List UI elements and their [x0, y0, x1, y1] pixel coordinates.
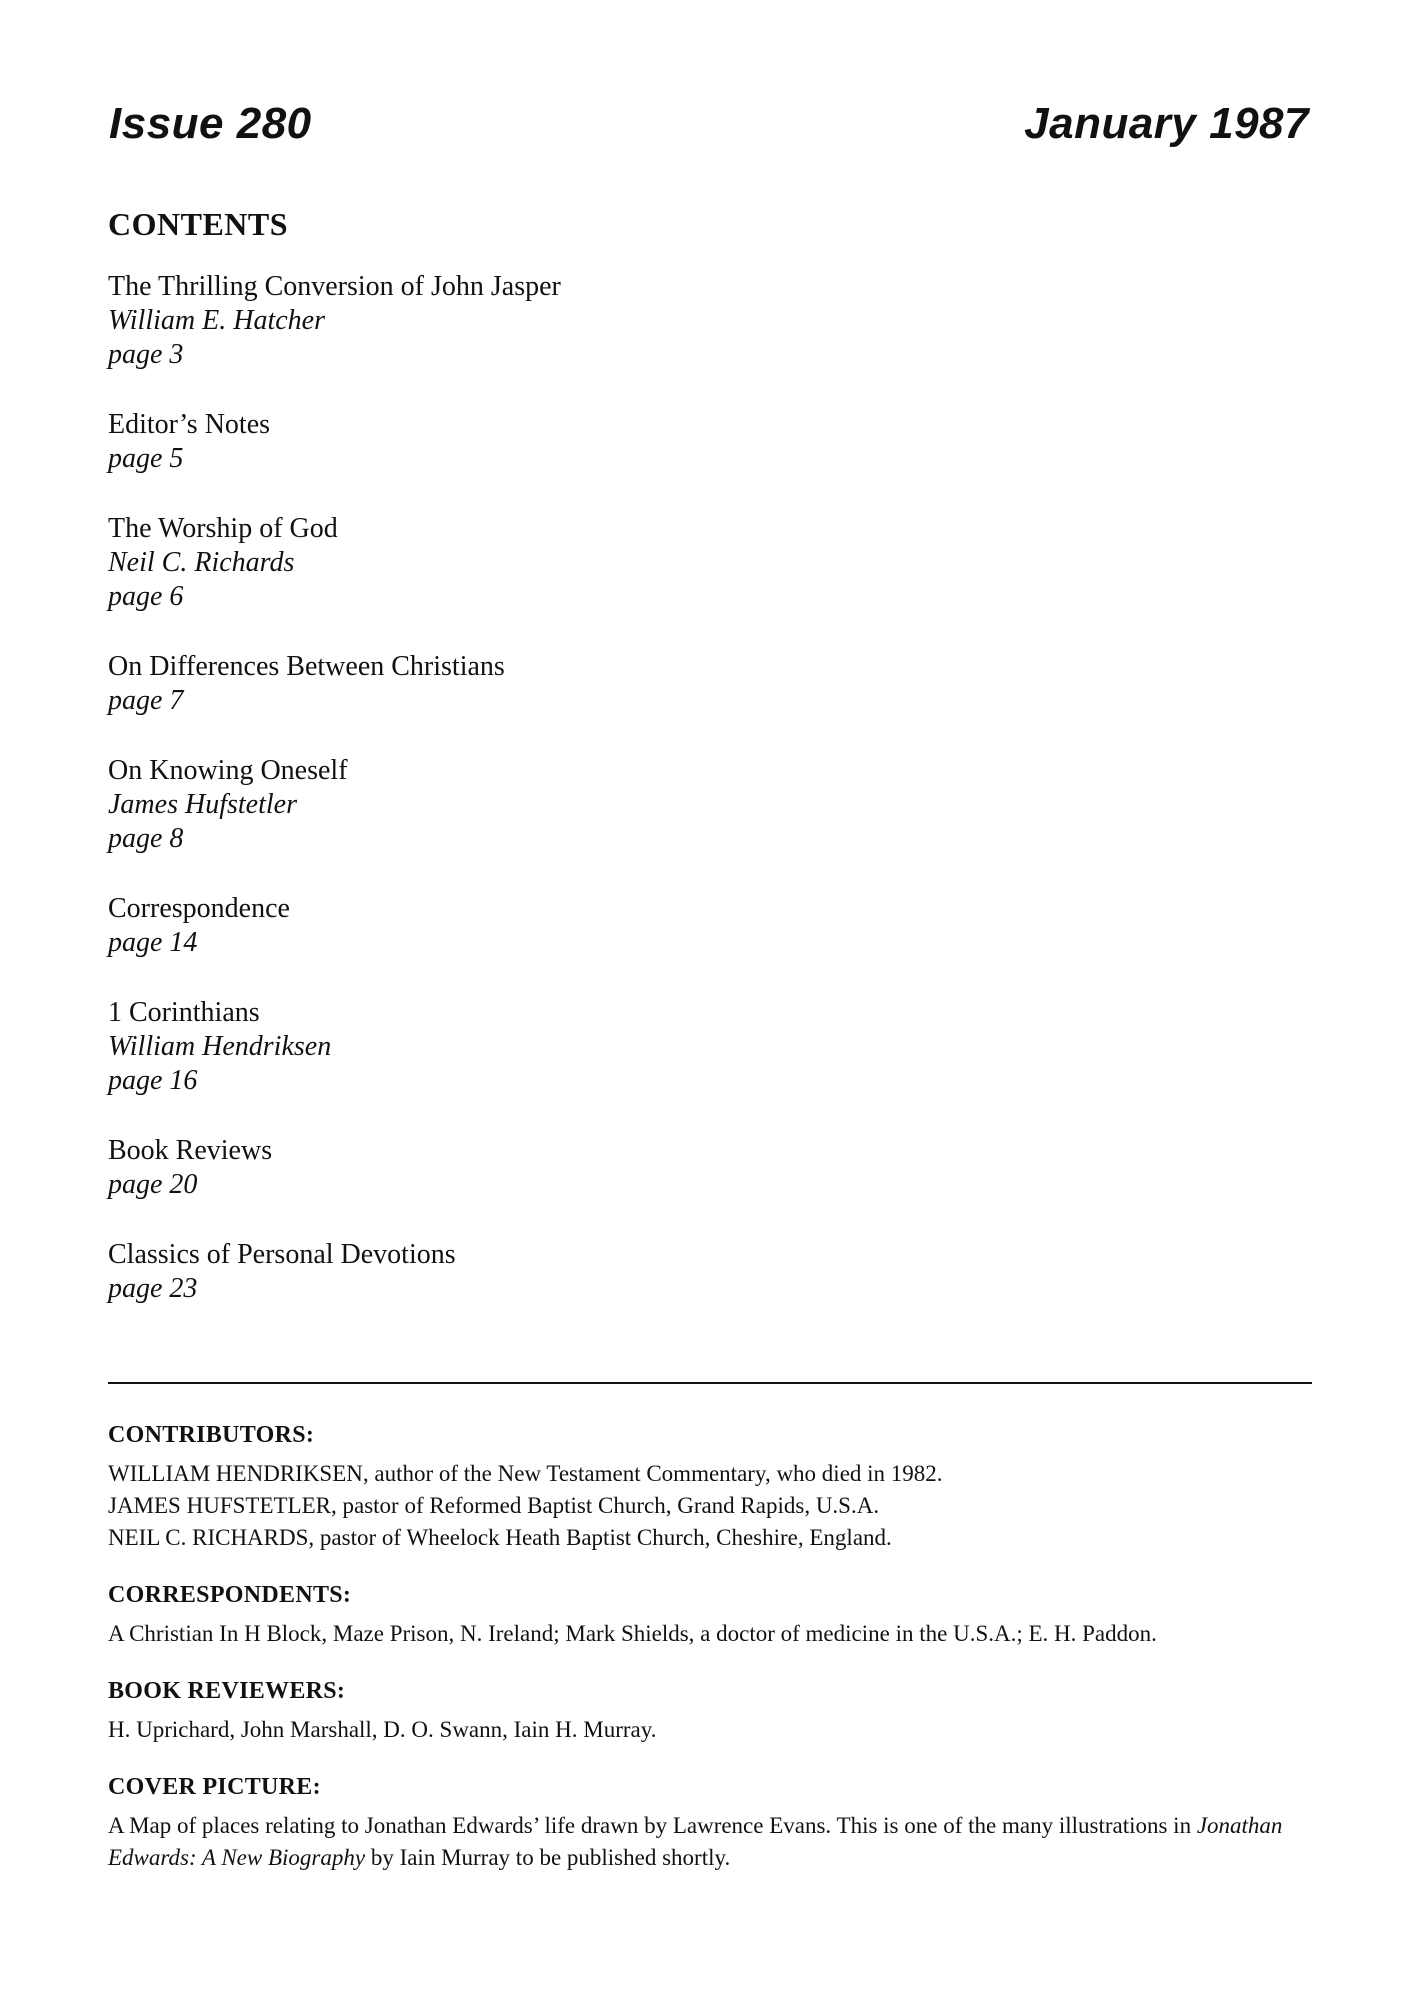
cover-picture-heading: COVER PICTURE:: [108, 1774, 321, 1800]
toc-entry-author: Neil C. Richards: [108, 547, 295, 578]
table-of-contents: [108, 270, 1008, 1342]
cover-picture-book-title: Jonathan Edwards: A New Biography: [108, 1813, 1283, 1870]
contributor-line: JAMES HUFSTETLER, pastor of Reformed Baptist Church, Grand Rapids, U.S.A.: [108, 1493, 880, 1518]
toc-entry-page: page 8: [108, 823, 184, 854]
toc-entry-page: page 20: [108, 1169, 198, 1200]
cover-picture-text-after: by Iain Murray to be published shortly.: [365, 1845, 731, 1870]
toc-entry-author: William Hendriksen: [108, 1031, 332, 1062]
toc-entry-page: page 3: [108, 339, 184, 370]
toc-entry-title: On Differences Between Christians: [108, 651, 505, 682]
toc-entry-title: 1 Corinthians: [108, 997, 260, 1028]
correspondents-section: [108, 1580, 1314, 1650]
toc-entry-page: page 16: [108, 1065, 198, 1096]
toc-entry-author: William E. Hatcher: [108, 305, 325, 336]
toc-entry-title: Correspondence: [108, 893, 290, 924]
toc-entry-title: The Thrilling Conversion of John Jasper: [108, 271, 561, 302]
cover-picture-text: [108, 1810, 1314, 1874]
toc-entry: [108, 512, 1008, 614]
toc-entry-title: On Knowing Oneself: [108, 755, 348, 786]
toc-entry: [108, 408, 1008, 476]
correspondents-heading: CORRESPONDENTS:: [108, 1582, 352, 1608]
toc-entry-title: Classics of Personal Devotions: [108, 1239, 456, 1270]
toc-entry-page: page 7: [108, 685, 184, 716]
cover-picture-text-before: A Map of places relating to Jonathan Edwards’ life drawn by Lawrence Evans. This is one of the many illustrations in: [108, 1813, 1197, 1838]
correspondents-text: A Christian In H Block, Maze Prison, N. Ireland; Mark Shields, a doctor of medicine in the U.S.A.; E. H. Paddon.: [108, 1621, 1157, 1646]
toc-entry-author: James Hufstetler: [108, 789, 297, 820]
credits-section: [108, 1420, 1314, 1900]
cover-picture-section: [108, 1772, 1314, 1874]
toc-entry-page: page 6: [108, 581, 184, 612]
toc-entry: [108, 754, 1008, 856]
issue-number: Issue 280: [109, 99, 312, 148]
contributors-heading: CONTRIBUTORS:: [108, 1422, 315, 1448]
toc-entry-title: The Worship of God: [108, 513, 338, 544]
toc-entry: [108, 270, 1008, 372]
toc-entry-title: Book Reviews: [108, 1135, 273, 1166]
toc-entry: [108, 1134, 1008, 1202]
book-reviewers-heading: BOOK REVIEWERS:: [108, 1678, 346, 1704]
page-header: [109, 96, 1313, 156]
toc-entry-page: page 5: [108, 443, 184, 474]
issue-date: January 1987: [1024, 99, 1309, 148]
book-reviewers-text: H. Uprichard, John Marshall, D. O. Swann, Iain H. Murray.: [108, 1717, 657, 1742]
toc-entry: [108, 996, 1008, 1098]
contents-heading: CONTENTS: [108, 206, 289, 242]
contributors-section: [108, 1420, 1314, 1554]
toc-entry: [108, 1238, 1008, 1306]
toc-entry-title: Editor’s Notes: [108, 409, 271, 440]
contributor-line: WILLIAM HENDRIKSEN, author of the New Testament Commentary, who died in 1982.: [108, 1461, 943, 1486]
toc-entry-page: page 23: [108, 1273, 198, 1304]
book-reviewers-section: [108, 1676, 1314, 1746]
section-divider: [108, 1382, 1312, 1384]
toc-entry: [108, 892, 1008, 960]
toc-entry: [108, 650, 1008, 718]
contributor-line: NEIL C. RICHARDS, pastor of Wheelock Heath Baptist Church, Cheshire, England.: [108, 1525, 892, 1550]
toc-entry-page: page 14: [108, 927, 198, 958]
